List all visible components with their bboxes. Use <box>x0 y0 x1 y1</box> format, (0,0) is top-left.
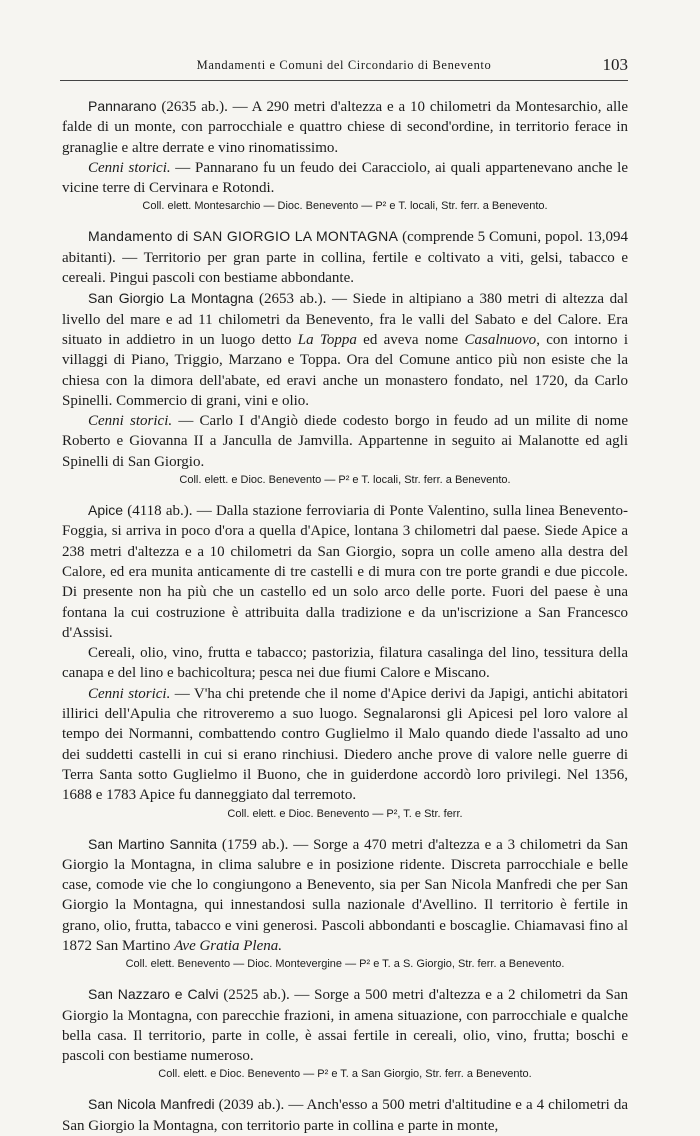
entry-text: , con intorno i villaggi di Piano, Triggio, Marzano e Toppa. Ora del Comune antico più non esiste che la chiesa con la dimora dell'abate, ed eravi anche un monastero fondato, nel 1720, da Carlo Spinelli. Commercio di grani, vini e olio. <box>62 331 628 409</box>
collegio-note: Coll. elett. Benevento — Dioc. Montevergine — P² e T. a S. Giorgio, Str. ferr. a Benevento. <box>125 958 565 971</box>
cenni-text: — V'ha chi pretende che il nome d'Apice derivi da Japigi, antichi abitatori illirici dell'Apulia che ritroveremo a suo luogo. Segnalaronsi gli Apicesi pel loro valore al tempo dei Normanni, combattendo contro Guglielmo il Malo quando diede l'assalto ad uno dei suddetti castelli in cui si erano rinchiusi. Diedero anche prove di valore nelle guerre di Terra Santa sotto Guglielmo il Buono, che in guiderdone accordò loro privilegi. Nel 1356, 1688 e 1783 Apice fu danneggiato dal terremoto. <box>62 685 628 804</box>
entry-text: (1759 ab.). — Sorge a 470 metri d'altezza e a 3 chilometri da San Giorgio la Montagna, in clima salubre e in posizione ridente. Discreta parrocchiale e belle case, comode vie che lo congiungono a Benevento, sia per San Nicola Manfredi che per San Giorgio la Montagna, qui innestandosi sulla nazionale d'Avellino. Il territorio è fertile in grano, olio, frutta, tabacco e vini generosi. Pascoli abbondanti e boscaglie. Chiamavasi fino al 1872 San Martino <box>62 836 628 954</box>
cenni-storici-apice <box>62 684 628 806</box>
cenni-label: Cenni storici. <box>88 685 171 702</box>
entry-san-martino <box>62 834 628 957</box>
running-title: Mandamenti e Comuni del Circondario di Benevento <box>196 58 492 72</box>
cenni-label: Cenni storici. <box>88 413 173 430</box>
entry-text: (2635 ab.). — A 290 metri d'altezza e a 10 chilometri da Montesarchio, alle falde di un monte, con parrocchiale e quattro chiese di second'ordine, in territorio ferace in granaglie e altre derrate e vino rinomatissimo. <box>62 99 629 156</box>
entry-italic-name: La Toppa <box>297 331 357 348</box>
entry-italic-name: Casalnuovo <box>464 331 537 348</box>
page-body <box>62 96 628 1136</box>
entry-apice-products: Cereali, olio, vino, frutta e tabacco; pastorizia, filatura casalinga del lino, tessitura della canapa e del lino e bachicoltura; pesca nei due fiumi Calore e Miscano. <box>62 645 628 682</box>
entry-text: (2525 ab.). — Sorge a 500 metri d'altezza e a 2 chilometri da San Giorgio la Montagna, con parecchie frazioni, in amena situazione, con parrocchiale e qualche bella casa. Il territorio, parte in colle, è assai fertile in cereali, olio, vino, frutta; boschi e pascoli con bestiame numeroso. <box>62 987 628 1065</box>
entry-text: (2039 ab.). — Anch'esso a 500 metri d'altitudine e a 4 chilometri da San Giorgio la Montagna, con territorio parte in collina e parte in monte, <box>62 1097 629 1134</box>
cenni-text: — Carlo I d'Angiò diede codesto borgo in feudo ad un milite di nome Roberto e Giovanna II a Janculla de Jamvilla. Appartenne in seguito ai Malanotte ed agli Spinelli di San Giorgio. <box>62 413 628 470</box>
entry-san-nicola <box>62 1094 628 1136</box>
collegio-note: Coll. elett. Montesarchio — Dioc. Benevento — P² e T. locali, Str. ferr. a Benevento. <box>142 200 548 213</box>
entry-text: (2653 ab.). — Siede in altipiano a 380 metri di altezza dal livello del mare e ad 11 chilometri da Benevento, fra le valli del Sabato e del Calore. Era situato in addietro in un luogo detto <box>62 291 628 348</box>
entry-san-nazzaro <box>62 984 628 1066</box>
mandamento-san-giorgio <box>62 226 628 288</box>
page-number: 103 <box>602 55 628 74</box>
collegio-note: Coll. elett. e Dioc. Benevento — P², T. e Str. ferr. <box>227 807 463 820</box>
entry-text: (4118 ab.). — Dalla stazione ferroviaria di Ponte Valentino, sulla linea Benevento-Foggia, si arriva in poco d'ora a quella d'Apice, lontana 3 chilometri dal paese. Siede Apice a 238 metri d'altezza e a 10 chilometri da San Giorgio, sopra un colle ameno alla destra del Calore, ed era munita anticamente di tre castelli e di mura con tre porte grandi e due piccole. Di presente non ha più che un castello ed un solo arco delle porte. Fuori del paese è una fontana la cui costruzione è attribuita dalla tradizione e da un'iscrizione a San Francesco d'Assisi. <box>62 503 628 641</box>
entry-pannarano <box>62 96 628 158</box>
entry-heading: San Giorgio La Montagna <box>88 290 254 307</box>
entry-heading: San Martino Sannita <box>88 835 218 852</box>
entry-italic-name: Ave Gratia Plena. <box>174 937 282 954</box>
cenni-text: — Pannarano fu un feudo dei Caracciolo, ai quali appartenevano anche le vicine terre di Cervinara e Rotondi. <box>62 159 628 197</box>
cenni-label: Cenni storici. <box>88 159 171 176</box>
entry-heading: Apice <box>88 502 124 519</box>
entry-heading: San Nicola Manfredi <box>88 1096 215 1113</box>
cenni-storici-pannarano <box>62 158 628 199</box>
entry-heading: San Nazzaro e Calvi <box>88 986 219 1003</box>
cenni-storici-san-giorgio <box>62 411 628 472</box>
entry-heading: Pannarano <box>88 98 157 114</box>
mandamento-heading: Mandamento di SAN GIORGIO LA MONTAGNA <box>88 228 399 245</box>
mandamento-text: (comprende 5 Comuni, popol. 13,094 abitanti). — Territorio per gran parte in collina, fertile e coltivato a viti, gelsi, tabacco e cereali. Pingui pascoli con bestiame abbondante. <box>62 229 628 287</box>
entry-text: ed aveva nome <box>356 331 465 348</box>
entry-san-giorgio <box>62 288 628 411</box>
collegio-note: Coll. elett. e Dioc. Benevento — P² e T. locali, Str. ferr. a Benevento. <box>179 474 511 487</box>
entry-apice <box>62 500 628 643</box>
running-header <box>60 50 628 81</box>
collegio-note: Coll. elett. e Dioc. Benevento — P² e T. a San Giorgio, Str. ferr. a Benevento. <box>158 1068 532 1081</box>
